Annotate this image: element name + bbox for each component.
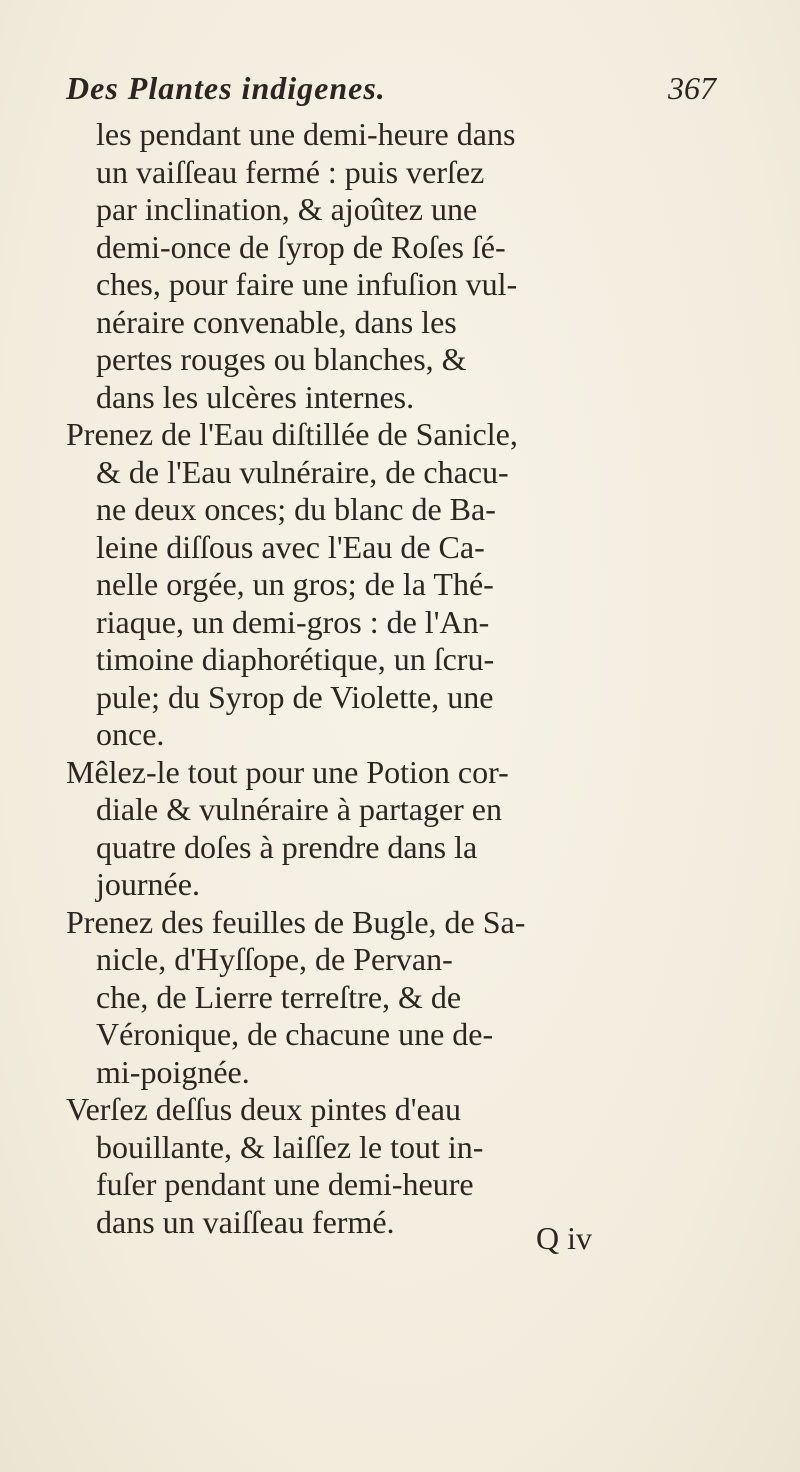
body-text (66, 116, 626, 1241)
text-line: nelle orgée, un gros; de la Thé- (96, 566, 494, 602)
text-line: Prenez de l'Eau diſtillée de Sanicle, (66, 416, 518, 452)
text-line: Prenez des feuilles de Bugle, de Sa- (66, 903, 526, 940)
text-line: & de l'Eau vulnéraire, de chacu- (96, 453, 509, 490)
text-line: nicle, d'Hyſſope, de Pervan- (96, 941, 453, 977)
text-line: pule; du Syrop de Violette, une (96, 678, 494, 715)
text-line: dans les ulcères internes. (96, 378, 415, 415)
running-head: Des Plantes indigenes. (66, 70, 386, 106)
text-line: Mêlez-le tout pour une Potion cor- (66, 753, 509, 790)
text-line: fuſer pendant une demi-heure (96, 1166, 474, 1202)
text-line: par inclination, & ajoûtez une (96, 191, 478, 227)
text-line: leine diſſous avec l'Eau de Ca- (96, 528, 485, 565)
text-line: les pendant une demi-heure dans (96, 116, 516, 152)
signature-mark: Q iv (536, 1220, 592, 1256)
text-line: ne deux onces; du blanc de Ba- (96, 491, 496, 527)
text-line: ches, pour faire une infuſion vul- (96, 266, 518, 302)
page-header (66, 70, 716, 114)
text-line: dans un vaiſſeau fermé. (96, 1203, 395, 1240)
text-line: timoine diaphorétique, un ſcru- (96, 641, 495, 677)
text-line: demi-once de ſyrop de Roſes ſé- (96, 228, 506, 265)
text-line: mi-poignée. (96, 1053, 250, 1090)
text-line: diale & vulnéraire à partager en (96, 791, 502, 827)
text-line: journée. (96, 866, 200, 902)
text-line: bouillante, & laiſſez le tout in- (96, 1128, 484, 1165)
text-line: once. (96, 716, 165, 752)
text-line: un vaiſſeau fermé : puis verſez (96, 153, 485, 190)
text-line: Véronique, de chacune une de- (96, 1016, 494, 1052)
text-line: Verſez deſſus deux pintes d'eau (66, 1091, 461, 1127)
text-line: quatre doſes à prendre dans la (96, 828, 478, 865)
page-number: 367 (668, 70, 716, 106)
text-line: pertes rouges ou blanches, & (96, 341, 467, 377)
text-line: riaque, un demi-gros : de l'An- (96, 603, 490, 640)
text-line: néraire convenable, dans les (96, 303, 457, 340)
text-line: che, de Lierre terreſtre, & de (96, 978, 462, 1015)
